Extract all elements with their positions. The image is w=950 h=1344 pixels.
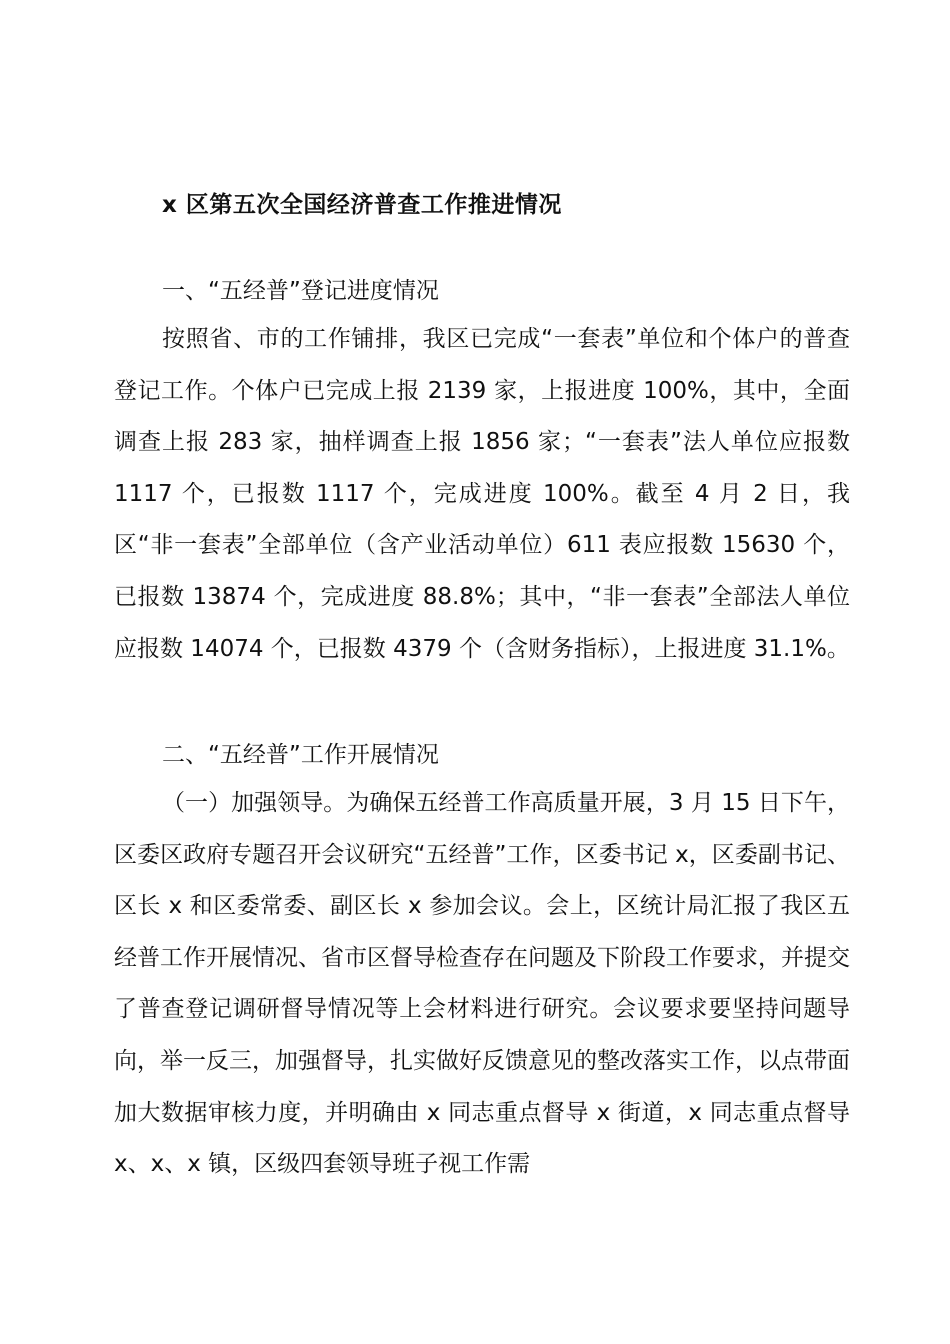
- document-title: x 区第五次全国经济普查工作推进情况: [162, 192, 562, 218]
- section-heading-1: 一、“五经普”登记进度情况: [162, 278, 439, 304]
- section-heading-2: 二、“五经普”工作开展情况: [162, 742, 439, 768]
- section-1-paragraph: 按照省、市的工作铺排，我区已完成“一套表”单位和个体户的普查登记工作。个体户已完成上报 2139 家，上报进度 100%，其中，全面调查上报 283 家，抽样调查上报 1856 家；“一套表”法人单位应报数 1117 个，已报数 1117 个，完成进度 100%。截至 4 月 2 日，我区“非一套表”全部单位（含产业活动单位）611 表应报数 15630 个，已报数 13874 个，完成进度 88.8%；其中，“非一套表”全部法人单位应报数 14074 个，已报数 4379 个（含财务指标），上报进度 31.1%。: [114, 326, 850, 662]
- section-2-paragraph: （一）加强领导。为确保五经普工作高质量开展，3 月 15 日下午，区委区政府专题召开会议研究“五经普”工作，区委书记 x，区委副书记、区长 x 和区委常委、副区长 x 参加会议。会上，区统计局汇报了我区五经普工作开展情况、省市区督导检查存在问题及下阶段工作要求，并提交了普查登记调研督导情况等上会材料进行研究。会议要求要坚持问题导向，举一反三，加强督导，扎实做好反馈意见的整改落实工作，以点带面加大数据审核力度，并明确由 x 同志重点督导 x 街道，x 同志重点督导 x、x、x 镇，区级四套领导班子视工作需: [114, 790, 850, 1178]
